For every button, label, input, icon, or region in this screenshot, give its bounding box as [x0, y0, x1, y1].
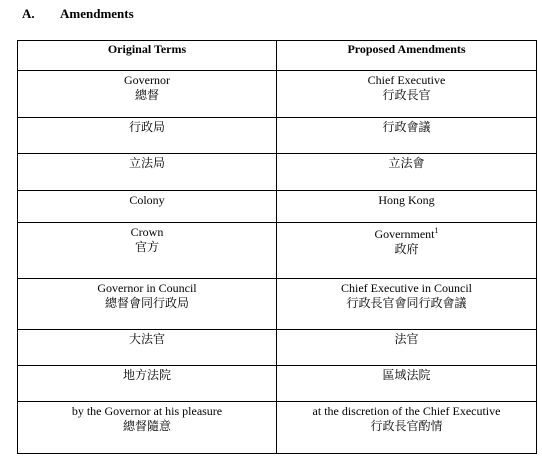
original-term-cell — [18, 279, 277, 330]
proposed-term-cell — [277, 402, 537, 454]
proposed-term-cell — [277, 191, 537, 223]
section-heading — [22, 6, 134, 22]
proposed-term-cell — [277, 366, 537, 402]
proposed-term-cell — [277, 71, 537, 118]
proposed-term-chinese: 法官 — [394, 332, 419, 346]
original-term-chinese: 立法局 — [128, 156, 165, 170]
original-term-chinese: 大法官 — [128, 332, 165, 346]
proposed-term-cell — [277, 330, 537, 366]
original-term-chinese: 總督會同行政局 — [104, 296, 189, 310]
proposed-term-english: Hong Kong — [378, 193, 435, 207]
original-term-cell — [18, 154, 277, 191]
original-term-english: Crown — [130, 225, 164, 239]
original-term-cell — [18, 118, 277, 154]
table-row — [18, 366, 537, 402]
original-term-chinese: 地方法院 — [122, 368, 171, 382]
proposed-term-cell — [277, 118, 537, 154]
original-term-cell — [18, 366, 277, 402]
proposed-term-cell — [277, 223, 537, 279]
original-term-chinese: 總督 — [134, 88, 159, 102]
proposed-term-chinese: 政府 — [394, 242, 419, 256]
original-term-chinese: 官方 — [134, 240, 159, 254]
table-row — [18, 191, 537, 223]
table-row — [18, 279, 537, 330]
table-row — [18, 71, 537, 118]
proposed-term-english-with-footnote — [280, 225, 533, 242]
original-term-cell — [18, 71, 277, 118]
proposed-term-chinese: 區域法院 — [382, 368, 431, 382]
table-row — [18, 118, 537, 154]
section-number: A. — [22, 6, 35, 21]
proposed-term-chinese: 行政會議 — [382, 120, 431, 134]
proposed-term-chinese: 行政長官 — [382, 88, 431, 102]
original-term-cell — [18, 330, 277, 366]
proposed-term-english: at the discretion of the Chief Executive — [312, 404, 501, 418]
proposed-term-english: Government — [374, 227, 435, 241]
table-row — [18, 154, 537, 191]
original-term-cell — [18, 191, 277, 223]
proposed-term-cell — [277, 279, 537, 330]
column-header-proposed: Proposed Amendments — [277, 41, 537, 71]
original-term-english: Governor — [124, 73, 170, 87]
table-header-row — [18, 41, 537, 71]
footnote-marker: 1 — [434, 226, 439, 235]
proposed-term-english: Chief Executive in Council — [341, 281, 472, 295]
proposed-term-cell — [277, 154, 537, 191]
column-header-original: Original Terms — [18, 41, 277, 71]
table-row — [18, 330, 537, 366]
original-term-english: Colony — [129, 193, 165, 207]
proposed-term-chinese: 行政長官酌情 — [370, 419, 443, 433]
original-term-cell — [18, 223, 277, 279]
proposed-term-english: Chief Executive — [367, 73, 446, 87]
amendments-table — [17, 40, 537, 454]
table-row — [18, 223, 537, 279]
section-title: Amendments — [60, 6, 134, 21]
original-term-english: Governor in Council — [97, 281, 197, 295]
proposed-term-chinese: 行政長官會同行政會議 — [346, 296, 467, 310]
original-term-chinese: 行政局 — [128, 120, 165, 134]
proposed-term-chinese: 立法會 — [388, 156, 425, 170]
original-term-chinese: 總督隨意 — [122, 419, 171, 433]
original-term-english: by the Governor at his pleasure — [71, 404, 223, 418]
table-row — [18, 402, 537, 454]
original-term-cell — [18, 402, 277, 454]
